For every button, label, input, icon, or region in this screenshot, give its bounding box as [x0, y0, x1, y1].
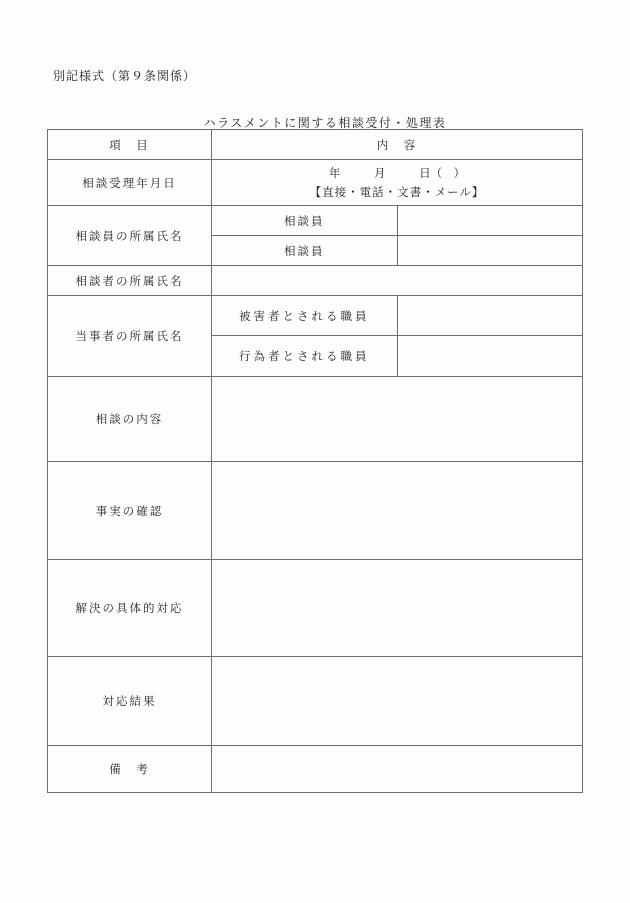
label-consultation-content: 相談の内容 — [48, 377, 212, 462]
label-remarks: 備 考 — [48, 746, 212, 793]
label-result: 対応結果 — [48, 657, 212, 746]
field-fact-check[interactable] — [212, 462, 583, 560]
field-resolution[interactable] — [212, 560, 583, 657]
field-reception-date[interactable] — [212, 160, 583, 206]
row-parties-victim — [48, 296, 583, 336]
row-resolution — [48, 560, 583, 657]
date-day: 日（ ） — [419, 165, 466, 180]
row-consultant — [48, 266, 583, 296]
label-reception-date: 相談受理年月日 — [48, 160, 212, 206]
field-result[interactable] — [212, 657, 583, 746]
label-consultant: 相談者の所属氏名 — [48, 266, 212, 296]
form-label: 別記様式（第９条関係） — [53, 69, 197, 83]
field-actor[interactable] — [397, 336, 583, 377]
row-reception-date — [48, 160, 583, 206]
label-parties: 当事者の所属氏名 — [48, 296, 212, 377]
label-counselor: 相談員の所属氏名 — [48, 206, 212, 266]
sub-label-victim: 被害者とされる職員 — [212, 296, 398, 336]
field-consultant[interactable] — [212, 266, 583, 296]
date-month: 月 — [374, 165, 386, 180]
header-content: 内 容 — [212, 130, 583, 160]
row-consultation-content — [48, 377, 583, 462]
field-victim[interactable] — [397, 296, 583, 336]
contact-method: 【直接・電話・文書・メール】 — [309, 184, 485, 199]
header-item: 項 目 — [48, 130, 212, 160]
row-remarks — [48, 746, 583, 793]
row-fact-check — [48, 462, 583, 560]
header-row — [48, 130, 583, 160]
field-counselor-1[interactable] — [397, 206, 583, 236]
date-year: 年 — [328, 165, 341, 180]
sub-label-counselor-1: 相談員 — [212, 206, 398, 236]
form-title: ハラスメントに関する相談受付・処理表 — [203, 116, 447, 130]
sub-label-counselor-2: 相談員 — [212, 236, 398, 266]
row-counselor-1 — [48, 206, 583, 236]
field-remarks[interactable] — [212, 746, 583, 793]
sub-label-actor: 行為者とされる職員 — [212, 336, 398, 377]
date-line — [212, 164, 582, 183]
field-consultation-content[interactable] — [212, 377, 583, 462]
label-fact-check: 事実の確認 — [48, 462, 212, 560]
label-resolution: 解決の具体的対応 — [48, 560, 212, 657]
field-counselor-2[interactable] — [397, 236, 583, 266]
consultation-form-table — [47, 129, 583, 793]
row-result — [48, 657, 583, 746]
